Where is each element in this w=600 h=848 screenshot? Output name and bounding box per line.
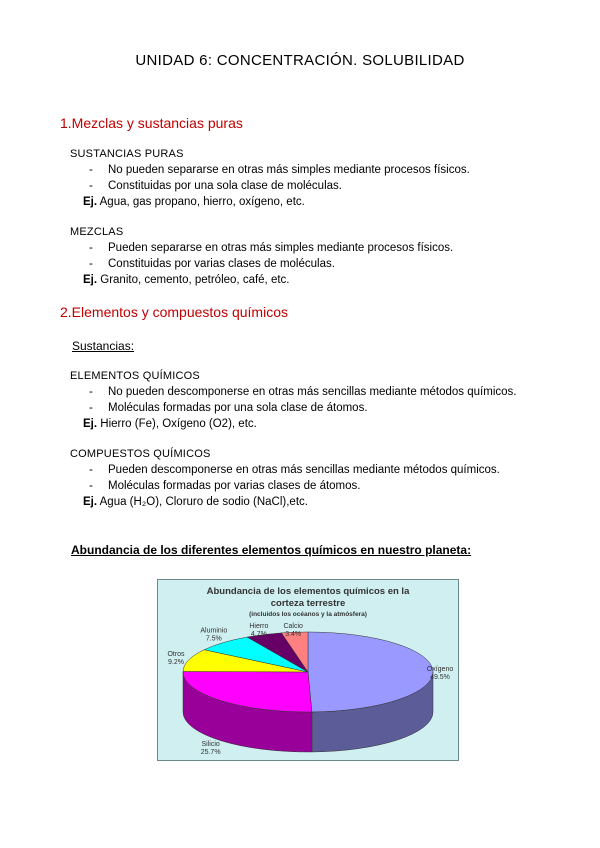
section-heading-elementos: 2.Elementos y compuestos químicos (60, 304, 288, 320)
pie-label-value: 7.5% (205, 635, 222, 643)
pie-label-name: Calcio (283, 623, 303, 630)
section-heading-mezclas: 1.Mezclas y sustancias puras (60, 115, 243, 131)
pie-label-value: 25.7% (200, 749, 221, 756)
block-mezclas (70, 224, 453, 288)
pie-label-value: 9.2% (168, 658, 184, 666)
bullet-item: - Constituidas por una sola clase de moléculas. (89, 180, 342, 192)
block-header: MEZCLAS (70, 226, 124, 238)
page-title: UNIDAD 6: CONCENTRACIÓN. SOLUBILIDAD (135, 52, 465, 69)
bullet-item: - Pueden descomponerse en otras más sencillas mediante métodos químicos. (89, 464, 500, 476)
bullet-item: - Constituidas por varias clases de moléculas. (89, 258, 335, 270)
block-header: SUSTANCIAS PURAS (70, 148, 184, 160)
pie-chart-svg (158, 580, 458, 760)
chart-subtitle: (incluidos los océanos y la atmósfera) (249, 611, 367, 618)
pie-label-name: Otros (167, 650, 185, 658)
block-elementos-quimicos (70, 368, 516, 432)
pie-label-name: Silicio (201, 741, 220, 748)
example-line: Ej. Hierro (Fe), Oxígeno (O2), etc. (83, 418, 257, 430)
bullet-item: - Moléculas formadas por varias clases de átomos. (89, 480, 361, 492)
example-line: Ej. Agua, gas propano, hierro, oxígeno, etc. (83, 196, 305, 208)
bullet-item: - No pueden descomponerse en otras más sencillas mediante métodos químicos. (89, 386, 517, 398)
bullet-item: - No pueden separarse en otras más simples mediante procesos físicos. (89, 164, 470, 176)
subheading-sustancias: Sustancias: (72, 339, 135, 353)
pie-label-name: Oxígeno (426, 666, 454, 674)
pie-label-value: 4.7% (250, 631, 267, 638)
example-line: Ej. Agua (H₂O), Cloruro de sodio (NaCl),etc. (83, 496, 308, 508)
block-header: COMPUESTOS QUÍMICOS (70, 448, 211, 460)
example-line: Ej. Granito, cemento, petróleo, café, etc. (83, 274, 290, 286)
block-header: ELEMENTOS QUÍMICOS (70, 370, 200, 382)
block-sustancias-puras (70, 146, 470, 210)
pie-label-name: Aluminio (200, 627, 228, 635)
pie-label-value: 3.4% (285, 631, 302, 638)
chart-title-line2: corteza terrestre (270, 598, 346, 609)
figure-caption: Abundancia de los diferentes elementos químicos en nuestro planeta: (71, 543, 472, 557)
bullet-item: - Moléculas formadas por una sola clase de átomos. (89, 402, 368, 414)
chart-title-line1: Abundancia de los elementos químicos en la (206, 586, 410, 597)
pie-label-value: 49.5% (430, 674, 450, 682)
pie-chart (157, 579, 459, 761)
block-compuestos-quimicos (70, 446, 500, 510)
bullet-item: - Pueden separarse en otras más simples mediante procesos físicos. (89, 242, 454, 254)
pie-label-name: Hierro (249, 623, 269, 630)
